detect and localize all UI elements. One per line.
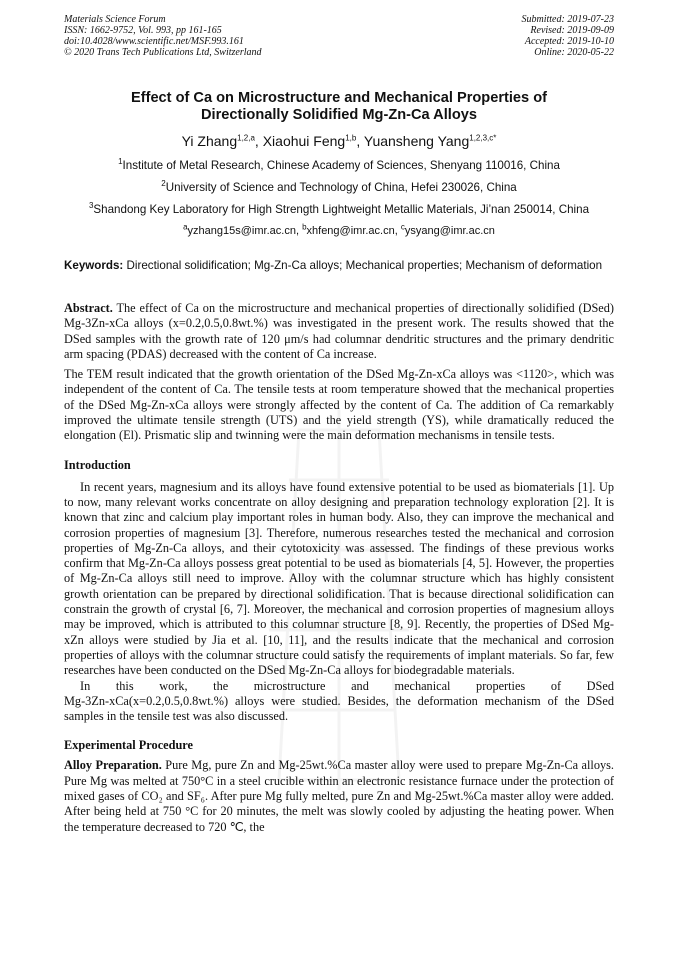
author-name: Yuansheng Yang: [363, 133, 470, 149]
author-affiliation-mark: 1,2,a: [237, 133, 255, 143]
abstract-paragraph-1: [64, 301, 614, 362]
alloy-preparation-text: Pure Mg, pure Zn and Mg-25wt.%Ca master alloy were used to prepare Mg-Zn-Ca alloys. Pure Mg was melted at 750°C in a steel crucible within an electronic resistance furnace under the protection of mixed gases of CO₂ and SF₆. After pure Mg fully melted, pure Zn and Mg-25wt.%Ca master alloy were added. After being held at 750 °C for 20 minutes, the melt was slowly cooled by adjusting the heating power. When the temperature decreased to 720 ℃, the: [64, 758, 614, 834]
email-separator: ,: [394, 225, 401, 237]
introduction-heading: Introduction: [64, 457, 131, 472]
author-separator: ,: [254, 133, 263, 149]
affiliation-mark: 2: [161, 179, 166, 189]
issn-line: ISSN: 1662-9752, Vol. 993, pp 161-165: [64, 25, 222, 36]
author-name: Yi Zhang: [181, 133, 238, 149]
email-address[interactable]: yzhang15s@imr.ac.cn: [187, 225, 296, 237]
affiliation-2: [64, 181, 614, 195]
affiliation-text: Institute of Metal Research, Chinese Academy of Sciences, Shenyang 110016, China: [122, 159, 560, 172]
author-affiliation-mark: 1,2,3,c*: [469, 133, 497, 143]
paper-title: [64, 90, 614, 124]
alloy-preparation-label: Alloy Preparation.: [64, 758, 162, 773]
keywords: [64, 259, 614, 272]
email-mark: b: [302, 222, 307, 232]
email-address[interactable]: xhfeng@imr.ac.cn: [306, 225, 395, 237]
title-line-2: Directionally Solidified Mg-Zn-Ca Alloys: [201, 107, 477, 123]
author-separator: ,: [356, 133, 364, 149]
author-name: Xiaohui Feng: [262, 133, 346, 149]
affiliation-text: University of Science and Technology of China, Hefei 230026, China: [165, 181, 517, 194]
abstract-paragraph-2: The TEM result indicated that the growth orientation of the DSed Mg-Zn-xCa alloys was <1120>, which was independent of the content of Ca. The tensile tests at room temperature showed that the mechanical properties of the DSed Mg-Zn-xCa alloys were strongly affected by the content of Ca. The addition of Ca remarkably improved the ultimate tensile strength (UTS) and the yield strength (YS), while dramatically reduced the elongation (El). Prismatic slip and twinning were the main deformation mechanisms in tensile tests.: [64, 367, 614, 443]
alloy-preparation-paragraph: [64, 758, 614, 834]
email-separator: ,: [295, 225, 303, 237]
keywords-label: Keywords:: [64, 259, 124, 272]
abstract-label: Abstract.: [64, 301, 113, 315]
publication-dates: [522, 14, 615, 58]
email-address[interactable]: ysyang@imr.ac.cn: [404, 225, 495, 237]
introduction-paragraph-2: Mg-3Zn-xCa(x=0.2,0.5,0.8wt.%) alloys were studied. Besides, the deformation mechanism of the DSed samples in the tensile test was also discussed.: [64, 693, 614, 724]
keywords-text: Directional solidification; Mg-Zn-Ca alloys; Mechanical properties; Mechanism of deformation: [126, 259, 603, 272]
title-line-1: Effect of Ca on Microstructure and Mechanical Properties of: [130, 90, 547, 106]
page: [64, 14, 614, 835]
journal-name: Materials Science Forum: [64, 14, 166, 25]
revised-date: Revised: 2019-09-09: [530, 25, 614, 36]
email-mark: c: [400, 222, 405, 232]
author-emails: [64, 224, 614, 238]
introduction-paragraph-2-line-1: In this work, the microstructure and mechanical properties of DSed: [80, 678, 614, 693]
doi-line: doi:10.4028/www.scientific.net/MSF.993.161: [64, 36, 244, 47]
copyright-line: © 2020 Trans Tech Publications Ltd, Switzerland: [64, 47, 262, 58]
email-mark: a: [183, 222, 188, 232]
experimental-heading: Experimental Procedure: [64, 738, 193, 753]
affiliation-mark: 3: [88, 201, 94, 211]
author-affiliation-mark: 1,b: [345, 133, 357, 143]
submitted-date: Submitted: 2019-07-23: [521, 14, 614, 25]
accepted-date: Accepted: 2019-10-10: [524, 36, 614, 47]
affiliation-3: [64, 203, 614, 217]
abstract-text-1: The effect of Ca on the microstructure and mechanical properties of directionally solidified (DSed) Mg-3Zn-xCa alloys (x=0.2,0.5,0.8wt.%) was investigated in the present work. The results showed that the DSed samples with the growth rate of 120 μm/s had columnar dendritic structures and the primary dendritic arm spacing (PDAS) decreased with the content of Ca increase.: [64, 301, 615, 361]
journal-info: [64, 14, 262, 58]
affiliation-1: [64, 159, 614, 173]
affiliation-mark: 1: [118, 157, 123, 167]
affiliation-text: Shandong Key Laboratory for High Strength Lightweight Metallic Materials, Ji’nan 250014, China: [93, 203, 590, 216]
online-date: Online: 2020-05-22: [534, 47, 614, 58]
author-list: [64, 132, 614, 150]
introduction-paragraph-1: In recent years, magnesium and its alloys have found extensive potential to be used as biomaterials [1]. Up to now, many relevant works concentrate on alloy designing and preparation technology exploration [2]. It is known that zinc and calcium play important roles in human body. Also, they can improve the mechanical and corrosion properties of magnesium [3]. Therefore, numerous researches tested the mechanical and corrosion properties of Mg-Zn-Ca alloys, and their cytotoxicity was assessed. The findings of these previous works confirm that Mg-Zn-Ca alloys possess great potential to be used as biomaterials [4, 5]. However, the properties of Mg-Zn-Ca alloys still need to improve. Alloy with the columnar structure which has highly consistent growth orientation can be prepared by directional solidification. That is because directional solidification can constrain the growth of crystal [6, 7]. Moreover, the mechanical and corrosion properties of magnesium alloys may be improved, which is attributed to this columnar structure [8, 9]. Recently, the properties of DSed Mg-xZn alloys were studied by Jia et al. [10, 11], and the results indicate that the mechanical and corrosion properties of alloys with the columnar structure could satisfy the requirements of implant materials. So far, few researches have been conducted on the DSed Mg-Zn-Ca alloys for biodegradable materials.: [64, 479, 614, 678]
publication-header: [64, 14, 614, 58]
